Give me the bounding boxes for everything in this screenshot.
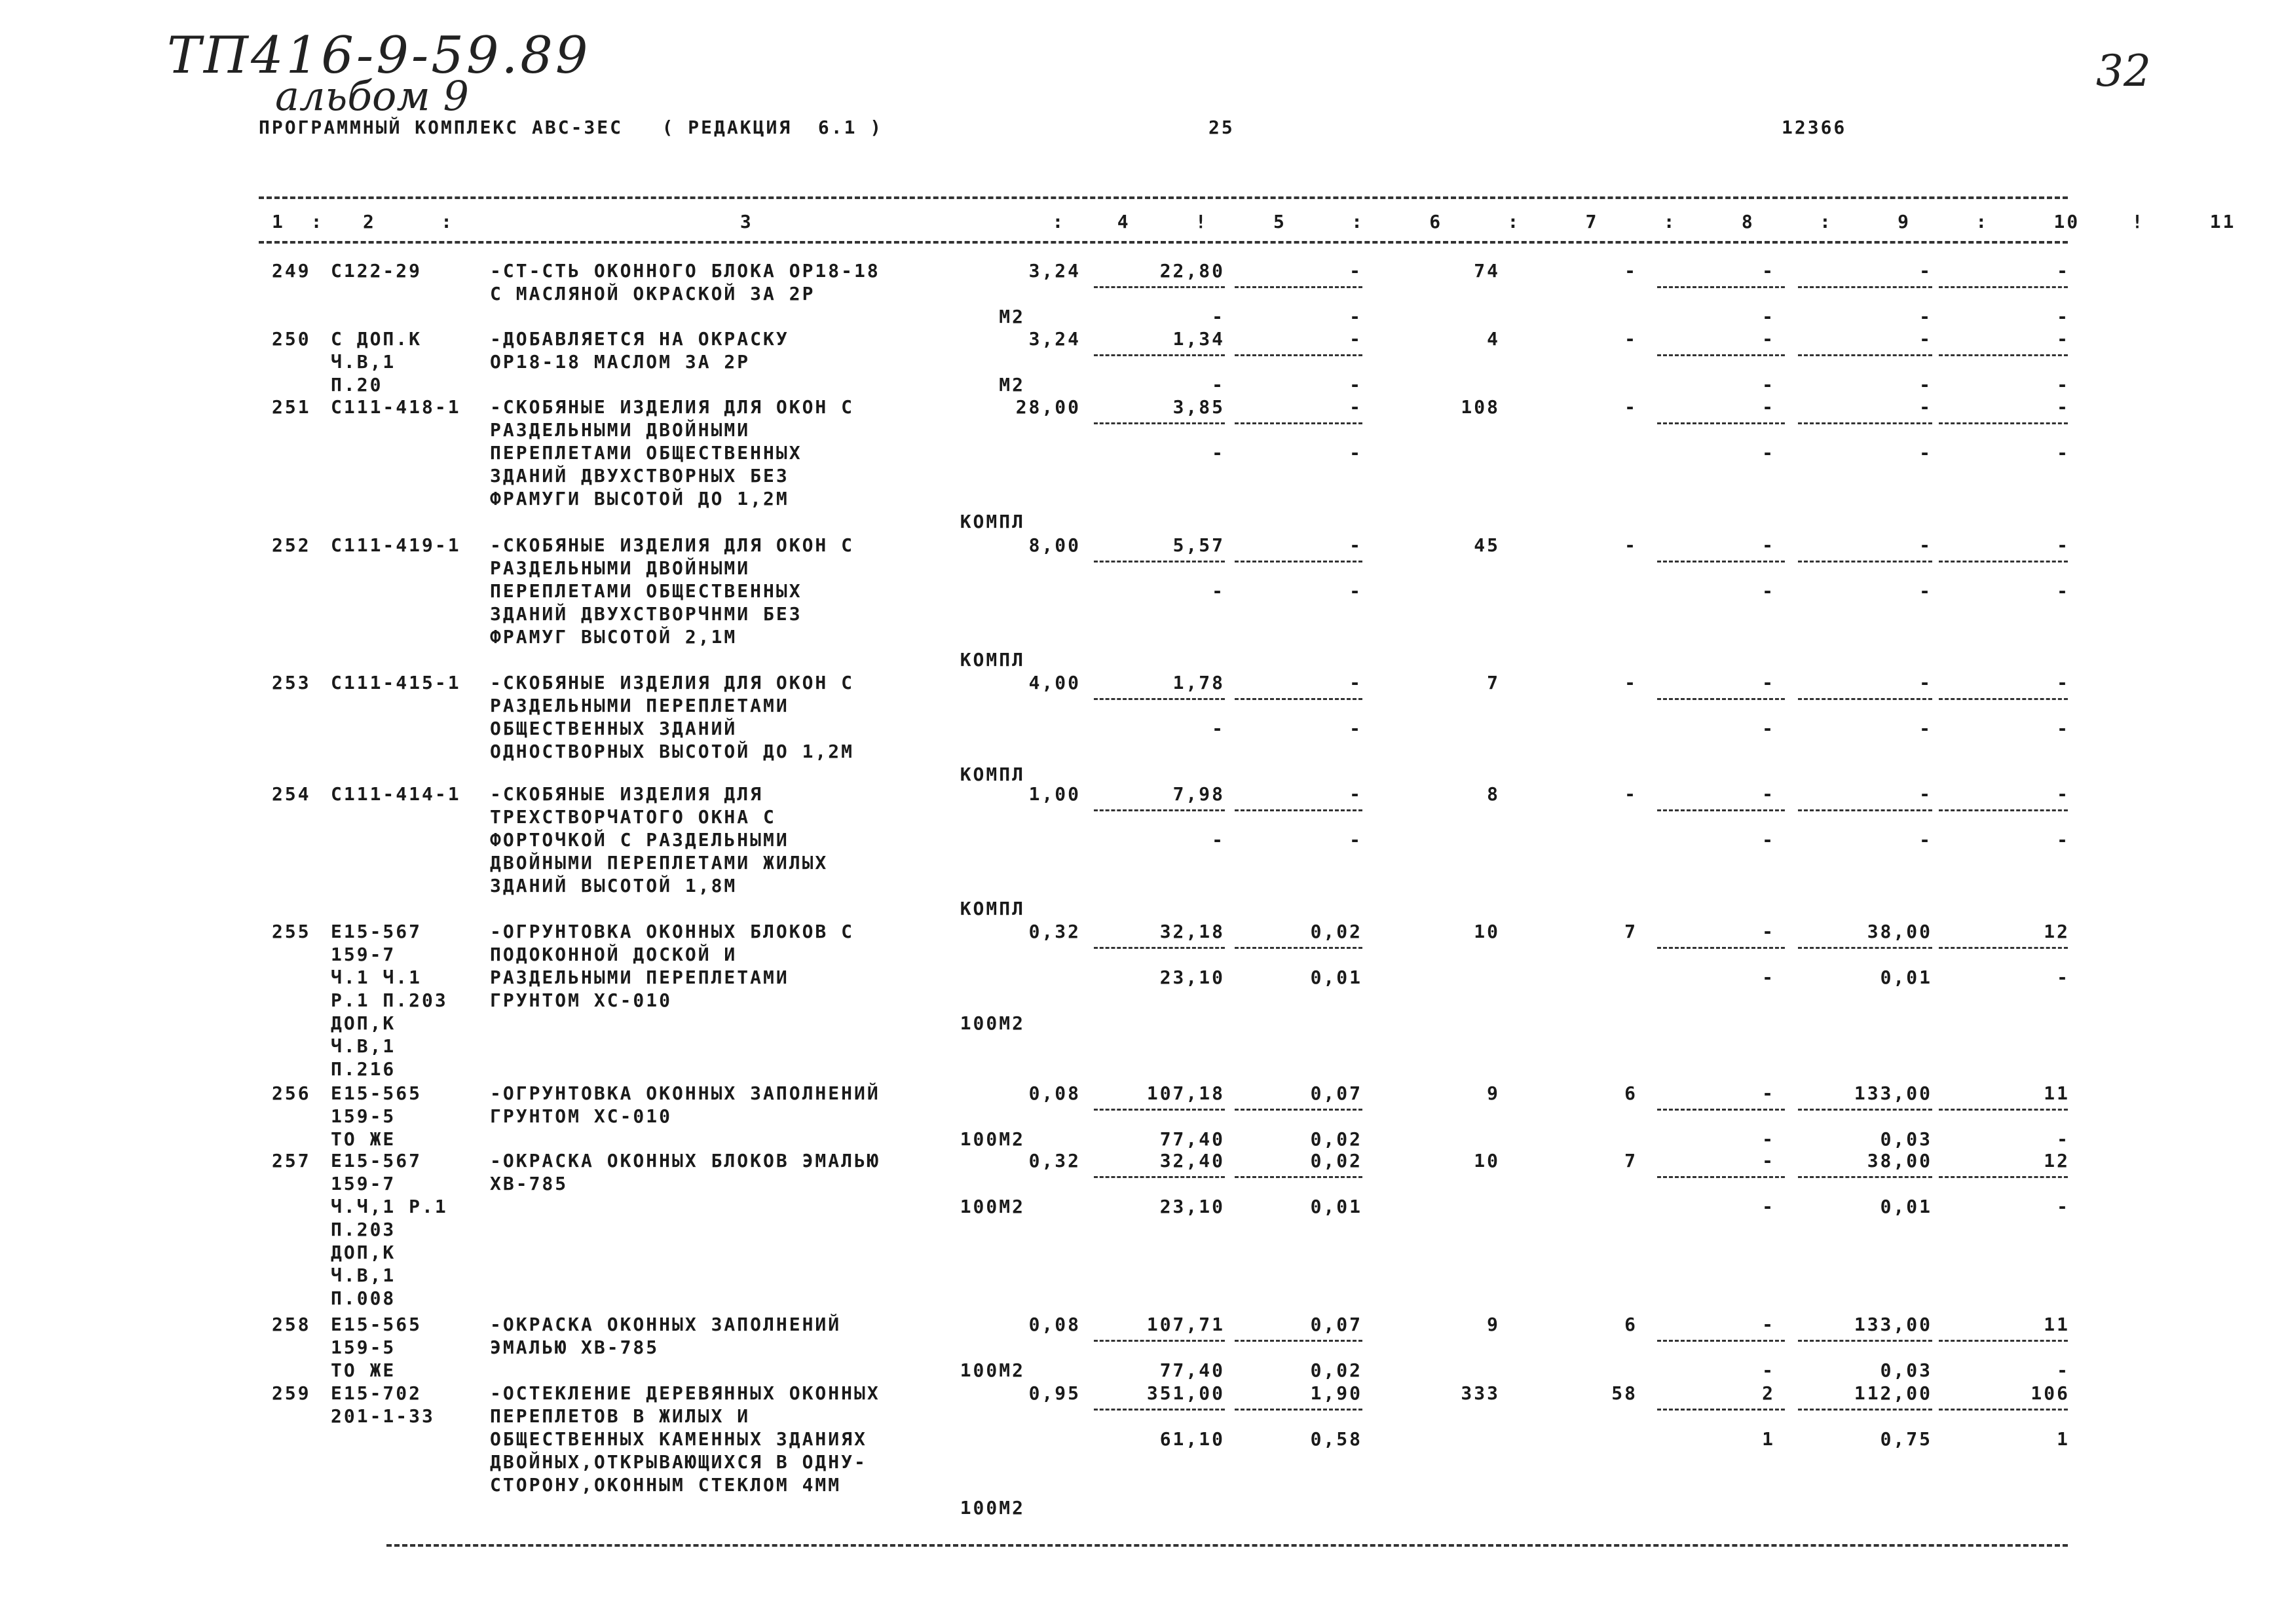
materials-wages: - (1762, 306, 1775, 327)
work-description: -ОКРАСКА ОКОННЫХ БЛОКОВ ЭМАЛЬЮ (490, 1150, 880, 1172)
machinist-labor: - (2057, 396, 2070, 418)
work-description: -ОКРАСКА ОКОННЫХ ЗАПОЛНЕНИЙ (490, 1314, 842, 1335)
unit: 100М2 (960, 1128, 1025, 1150)
labor: - (1919, 328, 1932, 350)
rate-code: Е15-565 (331, 1314, 422, 1335)
unit-cost: 107,18 (1146, 1082, 1225, 1104)
materials: - (1762, 1314, 1775, 1335)
materials-wages: 1 (1762, 1428, 1775, 1450)
handwritten-doc-code: ТП416-9-59.89 (167, 26, 591, 85)
wages: - (1624, 328, 1637, 350)
quantity: 0,32 (1028, 1150, 1081, 1172)
machinist-per-unit: - (2057, 718, 2070, 739)
cell-divider (1235, 561, 1362, 563)
rate-code: С122-29 (331, 260, 422, 282)
work-description: -ОГРУНТОВКА ОКОННЫХ ЗАПОЛНЕНИЙ (490, 1082, 880, 1104)
wages: - (1624, 396, 1637, 418)
unit-cost: 3,85 (1172, 396, 1225, 418)
quantity: 3,24 (1028, 328, 1081, 350)
labor-per-unit: 0,03 (1880, 1359, 1932, 1381)
work-description: РАЗДЕЛЬНЫМИ ПЕРЕПЛЕТАМИ (490, 695, 789, 716)
labor: 38,00 (1867, 1150, 1932, 1172)
work-description: ДВОЙНЫХ,ОТКРЫВАЮЩИХСЯ В ОДНУ- (490, 1451, 867, 1473)
row-number: 255 (272, 921, 311, 942)
cell-divider (1094, 1176, 1225, 1178)
labor-per-unit: 0,01 (1880, 967, 1932, 988)
machinist-labor: 11 (2044, 1314, 2070, 1335)
cell-divider (1235, 947, 1362, 949)
wages: - (1624, 783, 1637, 805)
materials-wages: - (1762, 442, 1775, 464)
work-description: ДВОЙНЫМИ ПЕРЕПЛЕТАМИ ЖИЛЫХ (490, 852, 829, 874)
rate-code: С111-418-1 (331, 396, 461, 418)
total-cost: 45 (1474, 534, 1500, 556)
work-description: ХВ-785 (490, 1173, 569, 1194)
unit: КОМПЛ (960, 898, 1025, 919)
cell-divider (1798, 286, 1932, 288)
materials: - (1762, 1082, 1775, 1104)
machinist-labor: - (2057, 260, 2070, 282)
machinist-labor: - (2057, 783, 2070, 805)
rate-code: Ч.В,1 (331, 1264, 396, 1286)
labor: 133,00 (1854, 1082, 1932, 1104)
cell-divider (1235, 698, 1362, 700)
machine-cost: - (1349, 396, 1362, 418)
cell-divider (1798, 947, 1932, 949)
cell-divider (1798, 1340, 1932, 1342)
materials: - (1762, 534, 1775, 556)
work-description: -ОСТЕКЛЕНИЕ ДЕРЕВЯННЫХ ОКОННЫХ (490, 1382, 880, 1404)
unit-cost: 22,80 (1159, 260, 1225, 282)
labor: - (1919, 534, 1932, 556)
unit-cost-wages: - (1212, 442, 1225, 464)
cell-divider (1657, 1409, 1785, 1411)
machinist-per-unit: - (2057, 374, 2070, 396)
machinist-labor: 106 (2030, 1382, 2070, 1404)
cell-divider (1939, 422, 2068, 424)
work-description: ПЕРЕПЛЕТАМИ ОБЩЕСТВЕННЫХ (490, 580, 802, 602)
work-description: ГРУНТОМ ХС-010 (490, 989, 673, 1011)
rate-code: С111-414-1 (331, 783, 461, 805)
quantity: 8,00 (1028, 534, 1081, 556)
work-description: СТОРОНУ,ОКОННЫМ СТЕКЛОМ 4ММ (490, 1474, 842, 1496)
wages: 6 (1624, 1082, 1637, 1104)
work-description: С МАСЛЯНОЙ ОКРАСКОЙ ЗА 2Р (490, 283, 815, 304)
table-header-rule (259, 241, 2068, 244)
work-description: ТРЕХСТВОРЧАТОГО ОКНА С (490, 806, 776, 828)
unit-cost-wages: 77,40 (1159, 1359, 1225, 1381)
cell-divider (1939, 947, 2068, 949)
cell-divider (1657, 561, 1785, 563)
work-description: РАЗДЕЛЬНЫМИ ДВОЙНЫМИ (490, 557, 751, 579)
cell-divider (1939, 1109, 2068, 1111)
unit-cost-wages: - (1212, 374, 1225, 396)
cell-divider (1094, 561, 1225, 563)
materials: - (1762, 921, 1775, 942)
cell-divider (1094, 354, 1225, 356)
rate-code: П.203 (331, 1219, 396, 1240)
unit-cost-wages: - (1212, 718, 1225, 739)
cell-divider (1235, 1176, 1362, 1178)
work-description: ЗДАНИЙ ВЫСОТОЙ 1,8М (490, 875, 738, 896)
cell-divider (1235, 422, 1362, 424)
unit: М2 (999, 374, 1025, 396)
cell-divider (1657, 1176, 1785, 1178)
work-description: ЗДАНИЙ ДВУХСТВОРЧНМИ БЕЗ (490, 603, 802, 625)
unit-cost-wages: - (1212, 580, 1225, 602)
rate-code: Е15-565 (331, 1082, 422, 1104)
machine-cost: 0,07 (1310, 1314, 1362, 1335)
unit-cost-wages: 61,10 (1159, 1428, 1225, 1450)
materials-wages: - (1762, 718, 1775, 739)
labor: - (1919, 260, 1932, 282)
row-number: 250 (272, 328, 311, 350)
cell-divider (1657, 1109, 1785, 1111)
machinist-labor: 12 (2044, 921, 2070, 942)
work-description: РАЗДЕЛЬНЫМИ ДВОЙНЫМИ (490, 419, 751, 441)
table-bottom-rule (386, 1544, 2068, 1547)
machinist-per-unit: - (2057, 1128, 2070, 1150)
cell-divider (1094, 698, 1225, 700)
rate-code: 201-1-33 (331, 1405, 435, 1427)
unit-cost-wages: - (1212, 306, 1225, 327)
rate-code: ТО ЖЕ (331, 1128, 396, 1150)
machinist-per-unit: - (2057, 1196, 2070, 1217)
cell-divider (1094, 1109, 1225, 1111)
cell-divider (1235, 809, 1362, 811)
cell-divider (1939, 286, 2068, 288)
rate-code: 159-5 (331, 1105, 396, 1127)
total-cost: 10 (1474, 1150, 1500, 1172)
unit-cost: 1,78 (1172, 672, 1225, 693)
machine-cost: - (1349, 260, 1362, 282)
cell-divider (1657, 354, 1785, 356)
machinist-labor: - (2057, 328, 2070, 350)
materials-wages: - (1762, 967, 1775, 988)
machine-wages: - (1349, 306, 1362, 327)
machinist-labor: 11 (2044, 1082, 2070, 1104)
wages: 7 (1624, 1150, 1637, 1172)
unit: 100М2 (960, 1012, 1025, 1034)
row-number: 256 (272, 1082, 311, 1104)
cell-divider (1657, 422, 1785, 424)
machine-wages: - (1349, 374, 1362, 396)
rate-code: ДОП,К (331, 1012, 396, 1034)
machine-wages: - (1349, 442, 1362, 464)
machine-wages: - (1349, 829, 1362, 851)
cell-divider (1798, 422, 1932, 424)
total-cost: 9 (1487, 1082, 1500, 1104)
machine-wages: 0,02 (1310, 1128, 1362, 1150)
cell-divider (1939, 561, 2068, 563)
labor: - (1919, 672, 1932, 693)
total-cost: 10 (1474, 921, 1500, 942)
unit-cost-wages: 23,10 (1159, 1196, 1225, 1217)
quantity: 4,00 (1028, 672, 1081, 693)
quantity: 28,00 (1015, 396, 1081, 418)
unit-cost: 351,00 (1146, 1382, 1225, 1404)
materials-wages: - (1762, 1359, 1775, 1381)
work-description: ФРАМУГ ВЫСОТОЙ 2,1М (490, 626, 738, 648)
unit-cost: 32,40 (1159, 1150, 1225, 1172)
work-description: ОБЩЕСТВЕННЫХ КАМЕННЫХ ЗДАНИЯХ (490, 1428, 867, 1450)
labor-per-unit: - (1919, 718, 1932, 739)
labor-per-unit: - (1919, 306, 1932, 327)
table-top-rule (259, 196, 2068, 199)
rate-code: С111-415-1 (331, 672, 461, 693)
materials: - (1762, 1150, 1775, 1172)
work-description: ФРАМУГИ ВЫСОТОЙ ДО 1,2М (490, 488, 789, 509)
row-number: 253 (272, 672, 311, 693)
unit-cost: 107,71 (1146, 1314, 1225, 1335)
rate-code: ТО ЖЕ (331, 1359, 396, 1381)
wages: - (1624, 534, 1637, 556)
cell-divider (1657, 947, 1785, 949)
total-cost: 74 (1474, 260, 1500, 282)
cell-divider (1939, 1340, 2068, 1342)
rate-code: Ч.В,1 (331, 1035, 396, 1057)
row-number: 258 (272, 1314, 311, 1335)
labor: 133,00 (1854, 1314, 1932, 1335)
machinist-per-unit: 1 (2057, 1428, 2070, 1450)
labor: - (1919, 783, 1932, 805)
work-description: -СКОБЯНЫЕ ИЗДЕЛИЯ ДЛЯ ОКОН С (490, 534, 855, 556)
cell-divider (1657, 1340, 1785, 1342)
unit-cost: 1,34 (1172, 328, 1225, 350)
rate-code: С ДОП.К (331, 328, 422, 350)
unit: 100М2 (960, 1359, 1025, 1381)
machine-wages: 0,02 (1310, 1359, 1362, 1381)
unit-cost: 7,98 (1172, 783, 1225, 805)
materials-wages: - (1762, 374, 1775, 396)
rate-code: П.216 (331, 1058, 396, 1080)
cell-divider (1094, 809, 1225, 811)
work-description: ОБЩЕСТВЕННЫХ ЗДАНИЙ (490, 718, 738, 739)
work-description: ОДНОСТВОРНЫХ ВЫСОТОЙ ДО 1,2М (490, 741, 855, 762)
cell-divider (1235, 286, 1362, 288)
unit-cost: 32,18 (1159, 921, 1225, 942)
cell-divider (1657, 698, 1785, 700)
unit-cost-wages: 23,10 (1159, 967, 1225, 988)
cell-divider (1798, 698, 1932, 700)
materials: - (1762, 783, 1775, 805)
unit: КОМПЛ (960, 764, 1025, 785)
work-description: ГРУНТОМ ХС-010 (490, 1105, 673, 1127)
labor-per-unit: - (1919, 829, 1932, 851)
materials: - (1762, 260, 1775, 282)
rate-code: 159-7 (331, 1173, 396, 1194)
rate-code: Е15-567 (331, 1150, 422, 1172)
row-number: 249 (272, 260, 311, 282)
materials-wages: - (1762, 1128, 1775, 1150)
document-code: 12366 (1782, 117, 1847, 138)
row-number: 259 (272, 1382, 311, 1404)
machinist-per-unit: - (2057, 306, 2070, 327)
cell-divider (1939, 1176, 2068, 1178)
work-description: РАЗДЕЛЬНЫМИ ПЕРЕПЛЕТАМИ (490, 967, 789, 988)
row-number: 257 (272, 1150, 311, 1172)
machine-cost: - (1349, 783, 1362, 805)
cell-divider (1798, 561, 1932, 563)
cell-divider (1939, 698, 2068, 700)
machine-cost: 0,02 (1310, 1150, 1362, 1172)
cell-divider (1094, 1409, 1225, 1411)
materials-wages: - (1762, 829, 1775, 851)
machinist-labor: - (2057, 534, 2070, 556)
program-header: ПРОГРАММНЫЙ КОМПЛЕКС АВС-3ЕС ( РЕДАКЦИЯ 6.1 ) (259, 117, 884, 138)
machine-wages: 0,01 (1310, 1196, 1362, 1217)
machine-wages: 0,01 (1310, 967, 1362, 988)
machine-wages: - (1349, 580, 1362, 602)
labor-per-unit: - (1919, 442, 1932, 464)
total-cost: 4 (1487, 328, 1500, 350)
rate-code: Е15-702 (331, 1382, 422, 1404)
cell-divider (1235, 1109, 1362, 1111)
work-description: ПЕРЕПЛЕТАМИ ОБЩЕСТВЕННЫХ (490, 442, 802, 464)
quantity: 0,08 (1028, 1314, 1081, 1335)
rate-code: Ч.Ч,1 Р.1 (331, 1196, 448, 1217)
materials: - (1762, 672, 1775, 693)
wages: - (1624, 260, 1637, 282)
column-header-row: 1 : 2 : 3 : 4 ! 5 : 6 : 7 : 8 : 9 : 10 ! 11 (272, 211, 2236, 232)
unit-cost: 5,57 (1172, 534, 1225, 556)
cell-divider (1798, 1409, 1932, 1411)
wages: 58 (1611, 1382, 1637, 1404)
cell-divider (1094, 422, 1225, 424)
row-number: 254 (272, 783, 311, 805)
total-cost: 333 (1461, 1382, 1500, 1404)
cell-divider (1939, 1409, 2068, 1411)
unit-cost-wages: 77,40 (1159, 1128, 1225, 1150)
work-description: -СТ-СТЬ ОКОННОГО БЛОКА ОР18-18 (490, 260, 880, 282)
rate-code: П.008 (331, 1287, 396, 1309)
machine-wages: 0,58 (1310, 1428, 1362, 1450)
sheet-number: 25 (1208, 117, 1235, 138)
cell-divider (1094, 947, 1225, 949)
rate-code: 159-7 (331, 944, 396, 965)
wages: - (1624, 672, 1637, 693)
cell-divider (1094, 286, 1225, 288)
machine-cost: - (1349, 534, 1362, 556)
labor: 112,00 (1854, 1382, 1932, 1404)
handwritten-page-number: 32 (2096, 46, 2151, 96)
total-cost: 9 (1487, 1314, 1500, 1335)
unit: М2 (999, 306, 1025, 327)
cell-divider (1657, 809, 1785, 811)
wages: 6 (1624, 1314, 1637, 1335)
unit-cost-wages: - (1212, 829, 1225, 851)
rate-code: Ч.1 Ч.1 (331, 967, 422, 988)
machine-wages: - (1349, 718, 1362, 739)
machinist-per-unit: - (2057, 967, 2070, 988)
materials: 2 (1762, 1382, 1775, 1404)
rate-code: П.20 (331, 374, 383, 396)
total-cost: 108 (1461, 396, 1500, 418)
machine-cost: 0,07 (1310, 1082, 1362, 1104)
quantity: 1,00 (1028, 783, 1081, 805)
cell-divider (1798, 1176, 1932, 1178)
unit: КОМПЛ (960, 649, 1025, 671)
cell-divider (1235, 1409, 1362, 1411)
quantity: 0,08 (1028, 1082, 1081, 1104)
cell-divider (1939, 809, 2068, 811)
quantity: 0,95 (1028, 1382, 1081, 1404)
work-description: -СКОБЯНЫЕ ИЗДЕЛИЯ ДЛЯ (490, 783, 764, 805)
machinist-per-unit: - (2057, 1359, 2070, 1381)
labor: - (1919, 396, 1932, 418)
cell-divider (1094, 1340, 1225, 1342)
row-number: 252 (272, 534, 311, 556)
work-description: -СКОБЯНЫЕ ИЗДЕЛИЯ ДЛЯ ОКОН С (490, 672, 855, 693)
work-description: -ОГРУНТОВКА ОКОННЫХ БЛОКОВ С (490, 921, 855, 942)
cell-divider (1798, 809, 1932, 811)
row-number: 251 (272, 396, 311, 418)
quantity: 3,24 (1028, 260, 1081, 282)
cell-divider (1235, 354, 1362, 356)
work-description: ПОДОКОННОЙ ДОСКОЙ И (490, 944, 738, 965)
work-description: ФОРТОЧКОЙ С РАЗДЕЛЬНЫМИ (490, 829, 789, 851)
cell-divider (1798, 354, 1932, 356)
machinist-per-unit: - (2057, 580, 2070, 602)
materials: - (1762, 328, 1775, 350)
work-description: -СКОБЯНЫЕ ИЗДЕЛИЯ ДЛЯ ОКОН С (490, 396, 855, 418)
work-description: ЭМАЛЬЮ ХВ-785 (490, 1337, 660, 1358)
machine-cost: - (1349, 672, 1362, 693)
work-description: -ДОБАВЛЯЕТСЯ НА ОКРАСКУ (490, 328, 789, 350)
handwritten-album: альбом 9 (275, 72, 469, 120)
rate-code: ДОП,К (331, 1242, 396, 1263)
cell-divider (1235, 1340, 1362, 1342)
work-description: ЗДАНИЙ ДВУХСТВОРНЫХ БЕЗ (490, 465, 789, 487)
materials-wages: - (1762, 1196, 1775, 1217)
rate-code: Р.1 П.203 (331, 989, 448, 1011)
rate-code: Е15-567 (331, 921, 422, 942)
labor: 38,00 (1867, 921, 1932, 942)
materials: - (1762, 396, 1775, 418)
unit: 100М2 (960, 1196, 1025, 1217)
rate-code: С111-419-1 (331, 534, 461, 556)
cell-divider (1798, 1109, 1932, 1111)
labor-per-unit: 0,75 (1880, 1428, 1932, 1450)
rate-code: Ч.В,1 (331, 351, 396, 373)
materials-wages: - (1762, 580, 1775, 602)
cell-divider (1657, 286, 1785, 288)
labor-per-unit: - (1919, 374, 1932, 396)
machine-cost: 0,02 (1310, 921, 1362, 942)
machine-cost: - (1349, 328, 1362, 350)
labor-per-unit: - (1919, 580, 1932, 602)
quantity: 0,32 (1028, 921, 1081, 942)
machinist-labor: - (2057, 672, 2070, 693)
unit: КОМПЛ (960, 511, 1025, 532)
machinist-per-unit: - (2057, 829, 2070, 851)
total-cost: 7 (1487, 672, 1500, 693)
cell-divider (1939, 354, 2068, 356)
machine-cost: 1,90 (1310, 1382, 1362, 1404)
labor-per-unit: 0,03 (1880, 1128, 1932, 1150)
total-cost: 8 (1487, 783, 1500, 805)
unit: 100М2 (960, 1497, 1025, 1519)
work-description: ПЕРЕПЛЕТОВ В ЖИЛЫХ И (490, 1405, 751, 1427)
work-description: ОР18-18 МАСЛОМ ЗА 2Р (490, 351, 751, 373)
rate-code: 159-5 (331, 1337, 396, 1358)
wages: 7 (1624, 921, 1637, 942)
machinist-per-unit: - (2057, 442, 2070, 464)
labor-per-unit: 0,01 (1880, 1196, 1932, 1217)
machinist-labor: 12 (2044, 1150, 2070, 1172)
